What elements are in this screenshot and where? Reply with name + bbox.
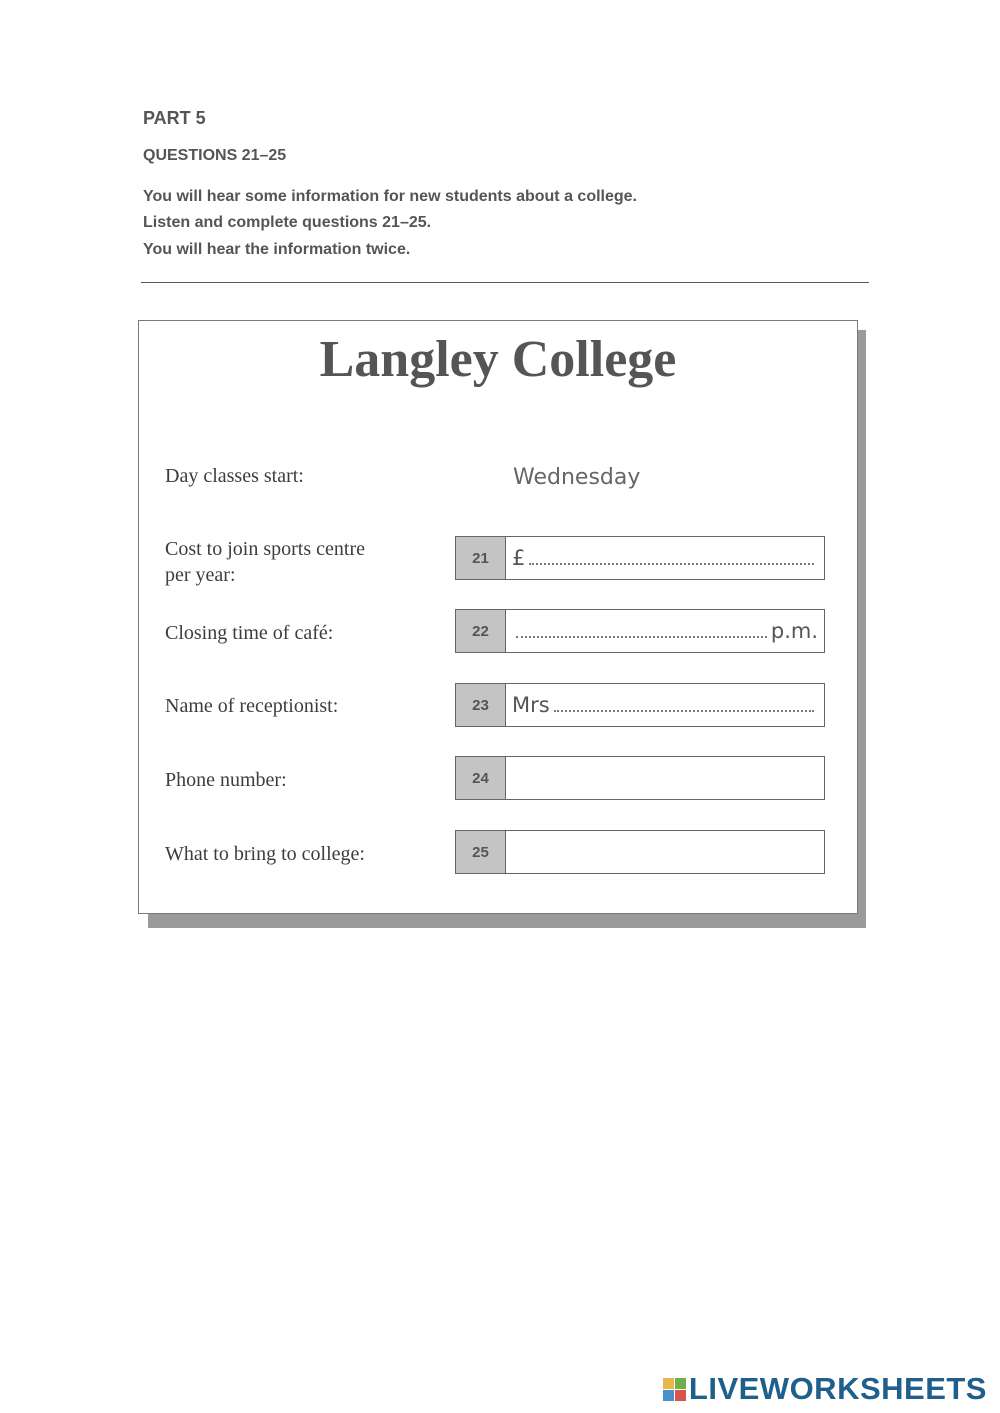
instruction-line-1: You will hear some information for new students about a college.: [143, 188, 637, 205]
dotted-answer-line[interactable]: [529, 551, 814, 565]
answer-box-24[interactable]: [455, 756, 825, 800]
question-number-25: 25: [456, 831, 506, 873]
question-23-label: [165, 693, 425, 719]
question-22-label-line-1: Closing time of café:: [165, 622, 334, 644]
pound-prefix: £: [512, 546, 526, 570]
part-heading: PART 5: [143, 108, 206, 128]
answer-field-23[interactable]: [512, 684, 818, 726]
answer-field-21[interactable]: [512, 537, 818, 579]
answer-field-24[interactable]: [512, 757, 818, 799]
logo-mark-tile: [663, 1390, 674, 1401]
mrs-prefix: Mrs: [512, 693, 550, 717]
question-number-22: 22: [456, 610, 506, 652]
logo-mark-tile: [675, 1390, 686, 1401]
day-classes-label: Day classes start:: [165, 465, 304, 487]
question-21-label-line-1: Cost to join sports centre: [165, 538, 365, 560]
dotted-answer-line[interactable]: [554, 698, 814, 712]
question-22-label: [165, 620, 425, 646]
question-number-21: 21: [456, 537, 506, 579]
question-number-23: 23: [456, 684, 506, 726]
logo-mark-icon: [663, 1378, 686, 1401]
questions-heading: QUESTIONS 21–25: [143, 147, 287, 164]
question-25-label: [165, 841, 425, 867]
answer-box-21[interactable]: [455, 536, 825, 580]
instruction-line-2: Listen and complete questions 21–25.: [143, 214, 432, 231]
answer-box-25[interactable]: [455, 830, 825, 874]
question-25-label-line-1: What to bring to college:: [165, 843, 365, 865]
answer-field-22[interactable]: [512, 610, 818, 652]
day-classes-value: Wednesday: [513, 465, 641, 490]
question-24-label-line-1: Phone number:: [165, 769, 287, 791]
instruction-line-3: You will hear the information twice.: [143, 241, 411, 258]
card-title: Langley College: [319, 331, 677, 388]
dotted-answer-line[interactable]: [516, 624, 767, 638]
logo-text: LIVEWORKSHEETS: [688, 1371, 987, 1406]
divider-rule: [141, 282, 869, 283]
pm-suffix: p.m.: [770, 619, 818, 643]
answer-field-25[interactable]: [512, 831, 818, 873]
liveworksheets-logo[interactable]: [663, 1371, 987, 1407]
question-number-24: 24: [456, 757, 506, 799]
question-21-label-line-2: per year:: [165, 564, 236, 586]
answer-box-22[interactable]: [455, 609, 825, 653]
answer-box-23[interactable]: [455, 683, 825, 727]
question-21-label: [165, 536, 425, 588]
question-24-label: [165, 767, 425, 793]
logo-mark-tile: [663, 1378, 674, 1389]
logo-mark-tile: [675, 1378, 686, 1389]
question-23-label-line-1: Name of receptionist:: [165, 695, 339, 717]
